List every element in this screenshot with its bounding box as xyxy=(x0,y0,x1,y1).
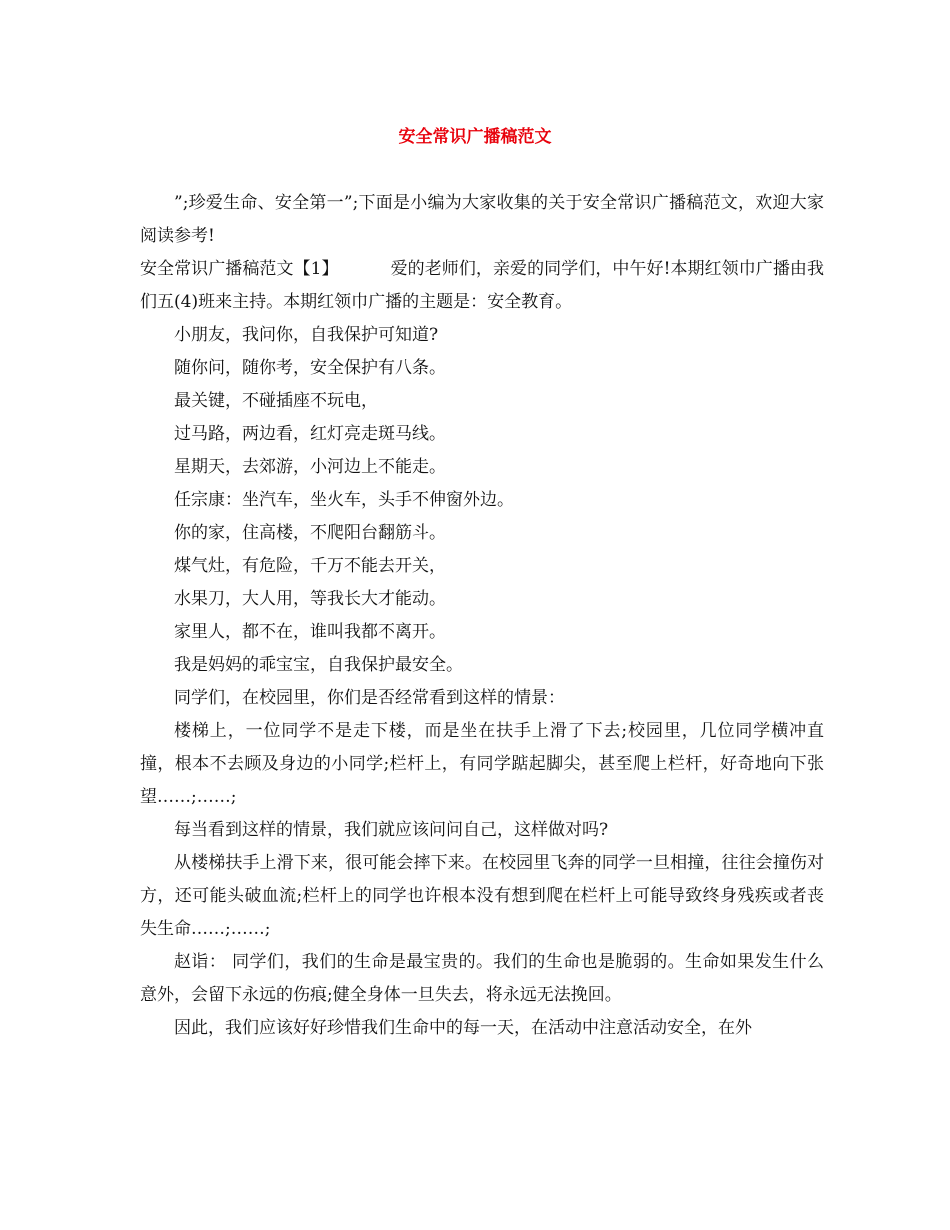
paragraph: 星期天，去郊游，小河边上不能走。 xyxy=(174,457,446,477)
paragraph: 家里人，都不在，谁叫我都不离开。 xyxy=(174,622,446,642)
intro-paragraph: ”;珍爱生命、安全第一”;下面是小编为大家收集的关于安全常识广播稿范文，欢迎大家阅读参考! xyxy=(140,193,824,246)
section-first-paragraph xyxy=(140,253,824,319)
paragraph: 我是妈妈的乖宝宝，自我保护最安全。 xyxy=(174,655,463,675)
paragraph: 同学们，在校园里，你们是否经常看到这样的情景： xyxy=(174,688,565,708)
paragraph: 赵诣： 同学们，我们的生命是最宝贵的。我们的生命也是脆弱的。生命如果发生什么意外，会留下永远的伤痕;健全身体一旦失去，将永远无法挽回。 xyxy=(140,952,824,1005)
paragraph: 水果刀，大人用，等我长大才能动。 xyxy=(174,589,446,609)
paragraph: 因此，我们应该好好珍惜我们生命中的每一天，在活动中注意活动安全，在外 xyxy=(174,1018,752,1038)
paragraph: 你的家，住高楼，不爬阳台翻筋斗。 xyxy=(174,523,446,543)
document-title: 安全常识广播稿范文 xyxy=(398,127,552,147)
paragraph: 楼梯上，一位同学不是走下楼，而是坐在扶手上滑了下去;校园里，几位同学横冲直撞，根本不去顾及身边的小同学;栏杆上，有同学踮起脚尖，甚至爬上栏杆，好奇地向下张望……;……; xyxy=(140,721,824,807)
section-first-text: 爱的老师们，亲爱的同学们，中午好!本期红领巾广播由我们五(4)班来主持。本期红领巾广播的主题是：安全教育。 xyxy=(140,259,824,312)
paragraph: 小朋友，我问你，自我保护可知道? xyxy=(174,325,439,345)
paragraph: 随你问，随你考，安全保护有八条。 xyxy=(174,358,446,378)
paragraph: 从楼梯扶手上滑下来，很可能会摔下来。在校园里飞奔的同学一旦相撞，往往会撞伤对方，还可能头破血流;栏杆上的同学也许根本没有想到爬在栏杆上可能导致终身残疾或者丧失生命……;……; xyxy=(140,853,824,939)
paragraph: 任宗康：坐汽车，坐火车，头手不伸窗外边。 xyxy=(174,490,514,510)
document-body xyxy=(140,187,824,1045)
section-label: 安全常识广播稿范文【1】 xyxy=(140,259,339,279)
paragraph: 过马路，两边看，红灯亮走斑马线。 xyxy=(174,424,446,444)
paragraph: 每当看到这样的情景，我们就应该问问自己，这样做对吗? xyxy=(174,820,609,840)
paragraph: 煤气灶，有危险，千万不能去开关， xyxy=(174,556,446,576)
paragraph: 最关键，不碰插座不玩电， xyxy=(174,391,378,411)
